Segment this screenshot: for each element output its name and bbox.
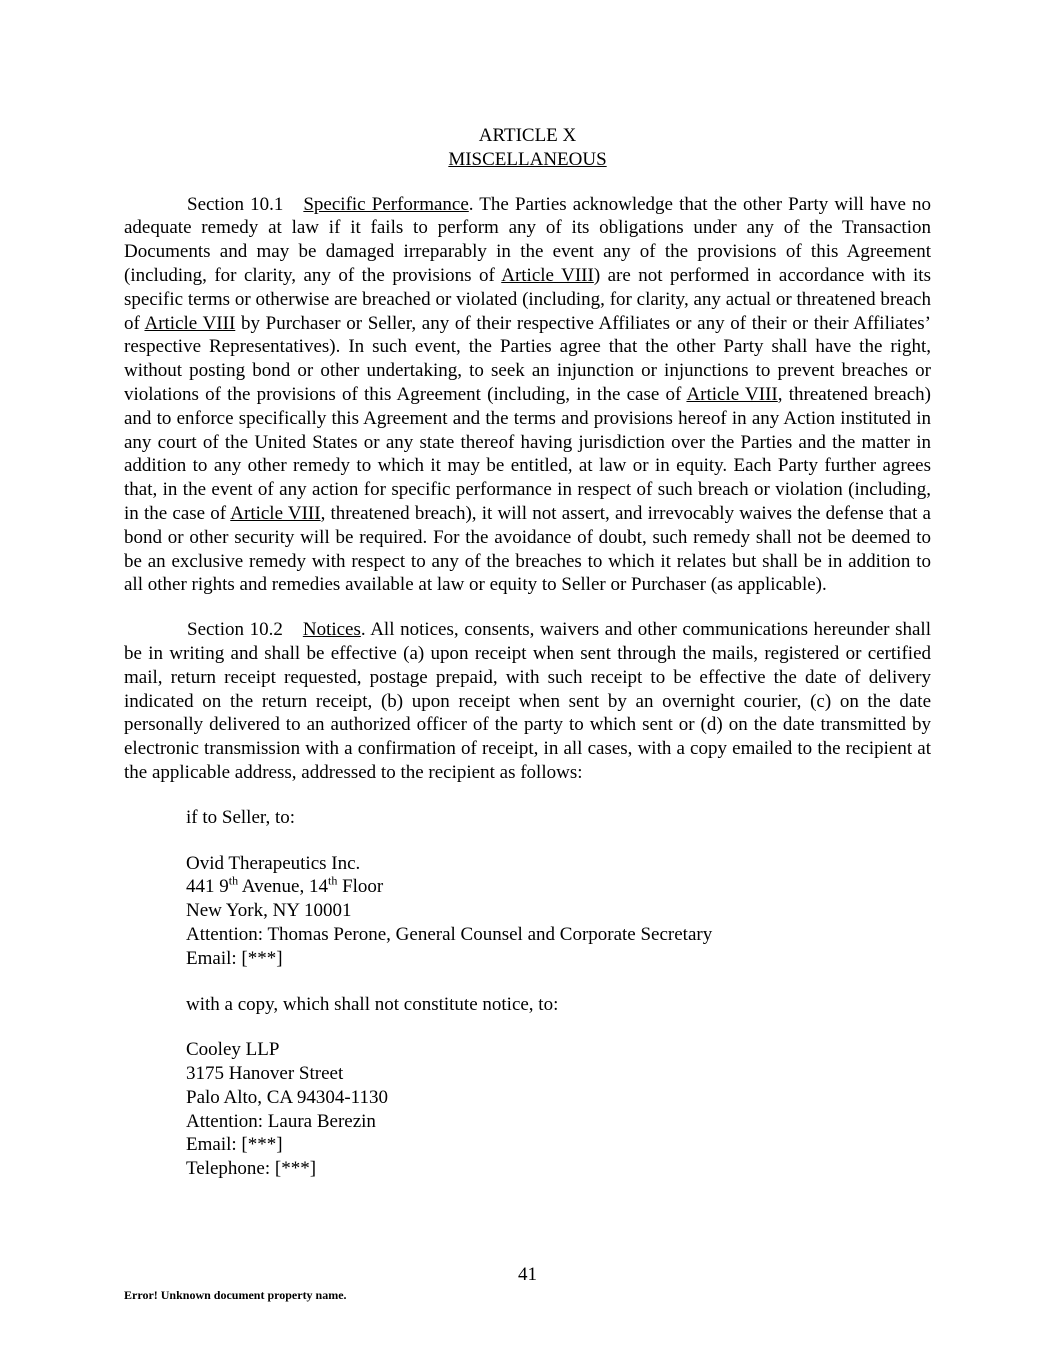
seller-intro: if to Seller, to: [186, 806, 295, 828]
document-page [124, 124, 931, 1181]
footer-text: Error! Unknown document property name. [124, 1288, 347, 1302]
section-number: Section 10.1 [187, 193, 284, 215]
article-reference: Article VIII [686, 383, 778, 405]
copy-street: 3175 Hanover Street [186, 1063, 344, 1085]
article-reference: Article VIII [501, 264, 594, 286]
article-subtitle: MISCELLANEOUS [448, 148, 607, 170]
copy-email: Email: [***] [186, 1134, 283, 1156]
section-10-2-paragraph: Section 10.2 Notices. All notices, consents, waivers and other communications hereunder shall be in writing and shall be effective (a) upon receipt when sent through the mails, registered or certified mail, return receipt requested, postage prepaid, with such receipt to be effective the date of delivery indicated on the return receipt, (b) upon receipt when sent by an overnight courier, (c) on the date personally delivered to an authorized officer of the party to which sent or (d) on the date transmitted by electronic transmission with a confirmation of receipt, in all cases, with a copy emailed to the recipient at the applicable address, addressed to the recipient as follows: [124, 619, 931, 783]
section-heading: Notices [302, 619, 361, 641]
section-heading: Specific Performance [303, 193, 469, 215]
copy-attention: Attention: Laura Berezin [186, 1110, 376, 1132]
copy-name: Cooley LLP [186, 1039, 280, 1061]
copy-city: Palo Alto, CA 94304-1130 [186, 1086, 388, 1108]
seller-name: Ovid Therapeutics Inc. [186, 852, 361, 874]
seller-notice-block [124, 806, 931, 1181]
copy-intro: with a copy, which shall not constitute notice, to: [186, 993, 559, 1015]
seller-address: 441 9th Avenue, 14th Floor [186, 873, 384, 898]
seller-email: Email: [***] [186, 947, 283, 969]
section-number: Section 10.2 [187, 619, 283, 641]
section-10-1-paragraph: Section 10.1 Specific Performance. The Parties acknowledge that the other Party will have no adequate remedy at law if it fails to perform any of its obligations under any of the Transaction Documents and may be damaged irreparably in the event any of the provisions of this Agreement (including, for clarity, any of the provisions of Article VIII) are not performed in accordance with its specific terms or otherwise are breached or violated (including, for clarity, any actual or threatened breach of Article VIII by Purchaser or Seller, any of their respective Affiliates or any of their or their Affiliates’ respective Representatives). In such event, the Parties agree that the other Party shall have the right, without posting bond or other undertaking, to seek an injunction or injunctions to prevent breaches or violations of the provisions of this Agreement (including, in the case of Article VIII, threatened breach) and to enforce specifically this Agreement and the terms and provisions hereof in any Action instituted in any court of the United States or any state thereof having jurisdiction over the Parties and the matter in addition to any other remedy to which it may be entitled, at law or in equity. Each Party further agrees that, in the event of any action for specific performance in respect of such breach or violation (including, in the case of Article VIII, threatened breach), it will not assert, and irrevocably waives the defense that a bond or other security will be required. For the avoidance of doubt, such remedy shall not be deemed to be an exclusive remedy with respect to any of the breaches to which it relates but shall be in addition to all other rights and remedies available at law or equity to Seller or Purchaser (as applicable). [124, 193, 932, 596]
article-title: ARTICLE X [478, 125, 577, 146]
article-reference: Article VIII [230, 502, 321, 524]
page-number: 41 [518, 1264, 537, 1285]
article-reference: Article VIII [144, 312, 236, 334]
seller-attention: Attention: Thomas Perone, General Counsel and Corporate Secretary [186, 923, 713, 945]
copy-telephone: Telephone: [***] [186, 1158, 317, 1180]
seller-city: New York, NY 10001 [186, 900, 352, 922]
